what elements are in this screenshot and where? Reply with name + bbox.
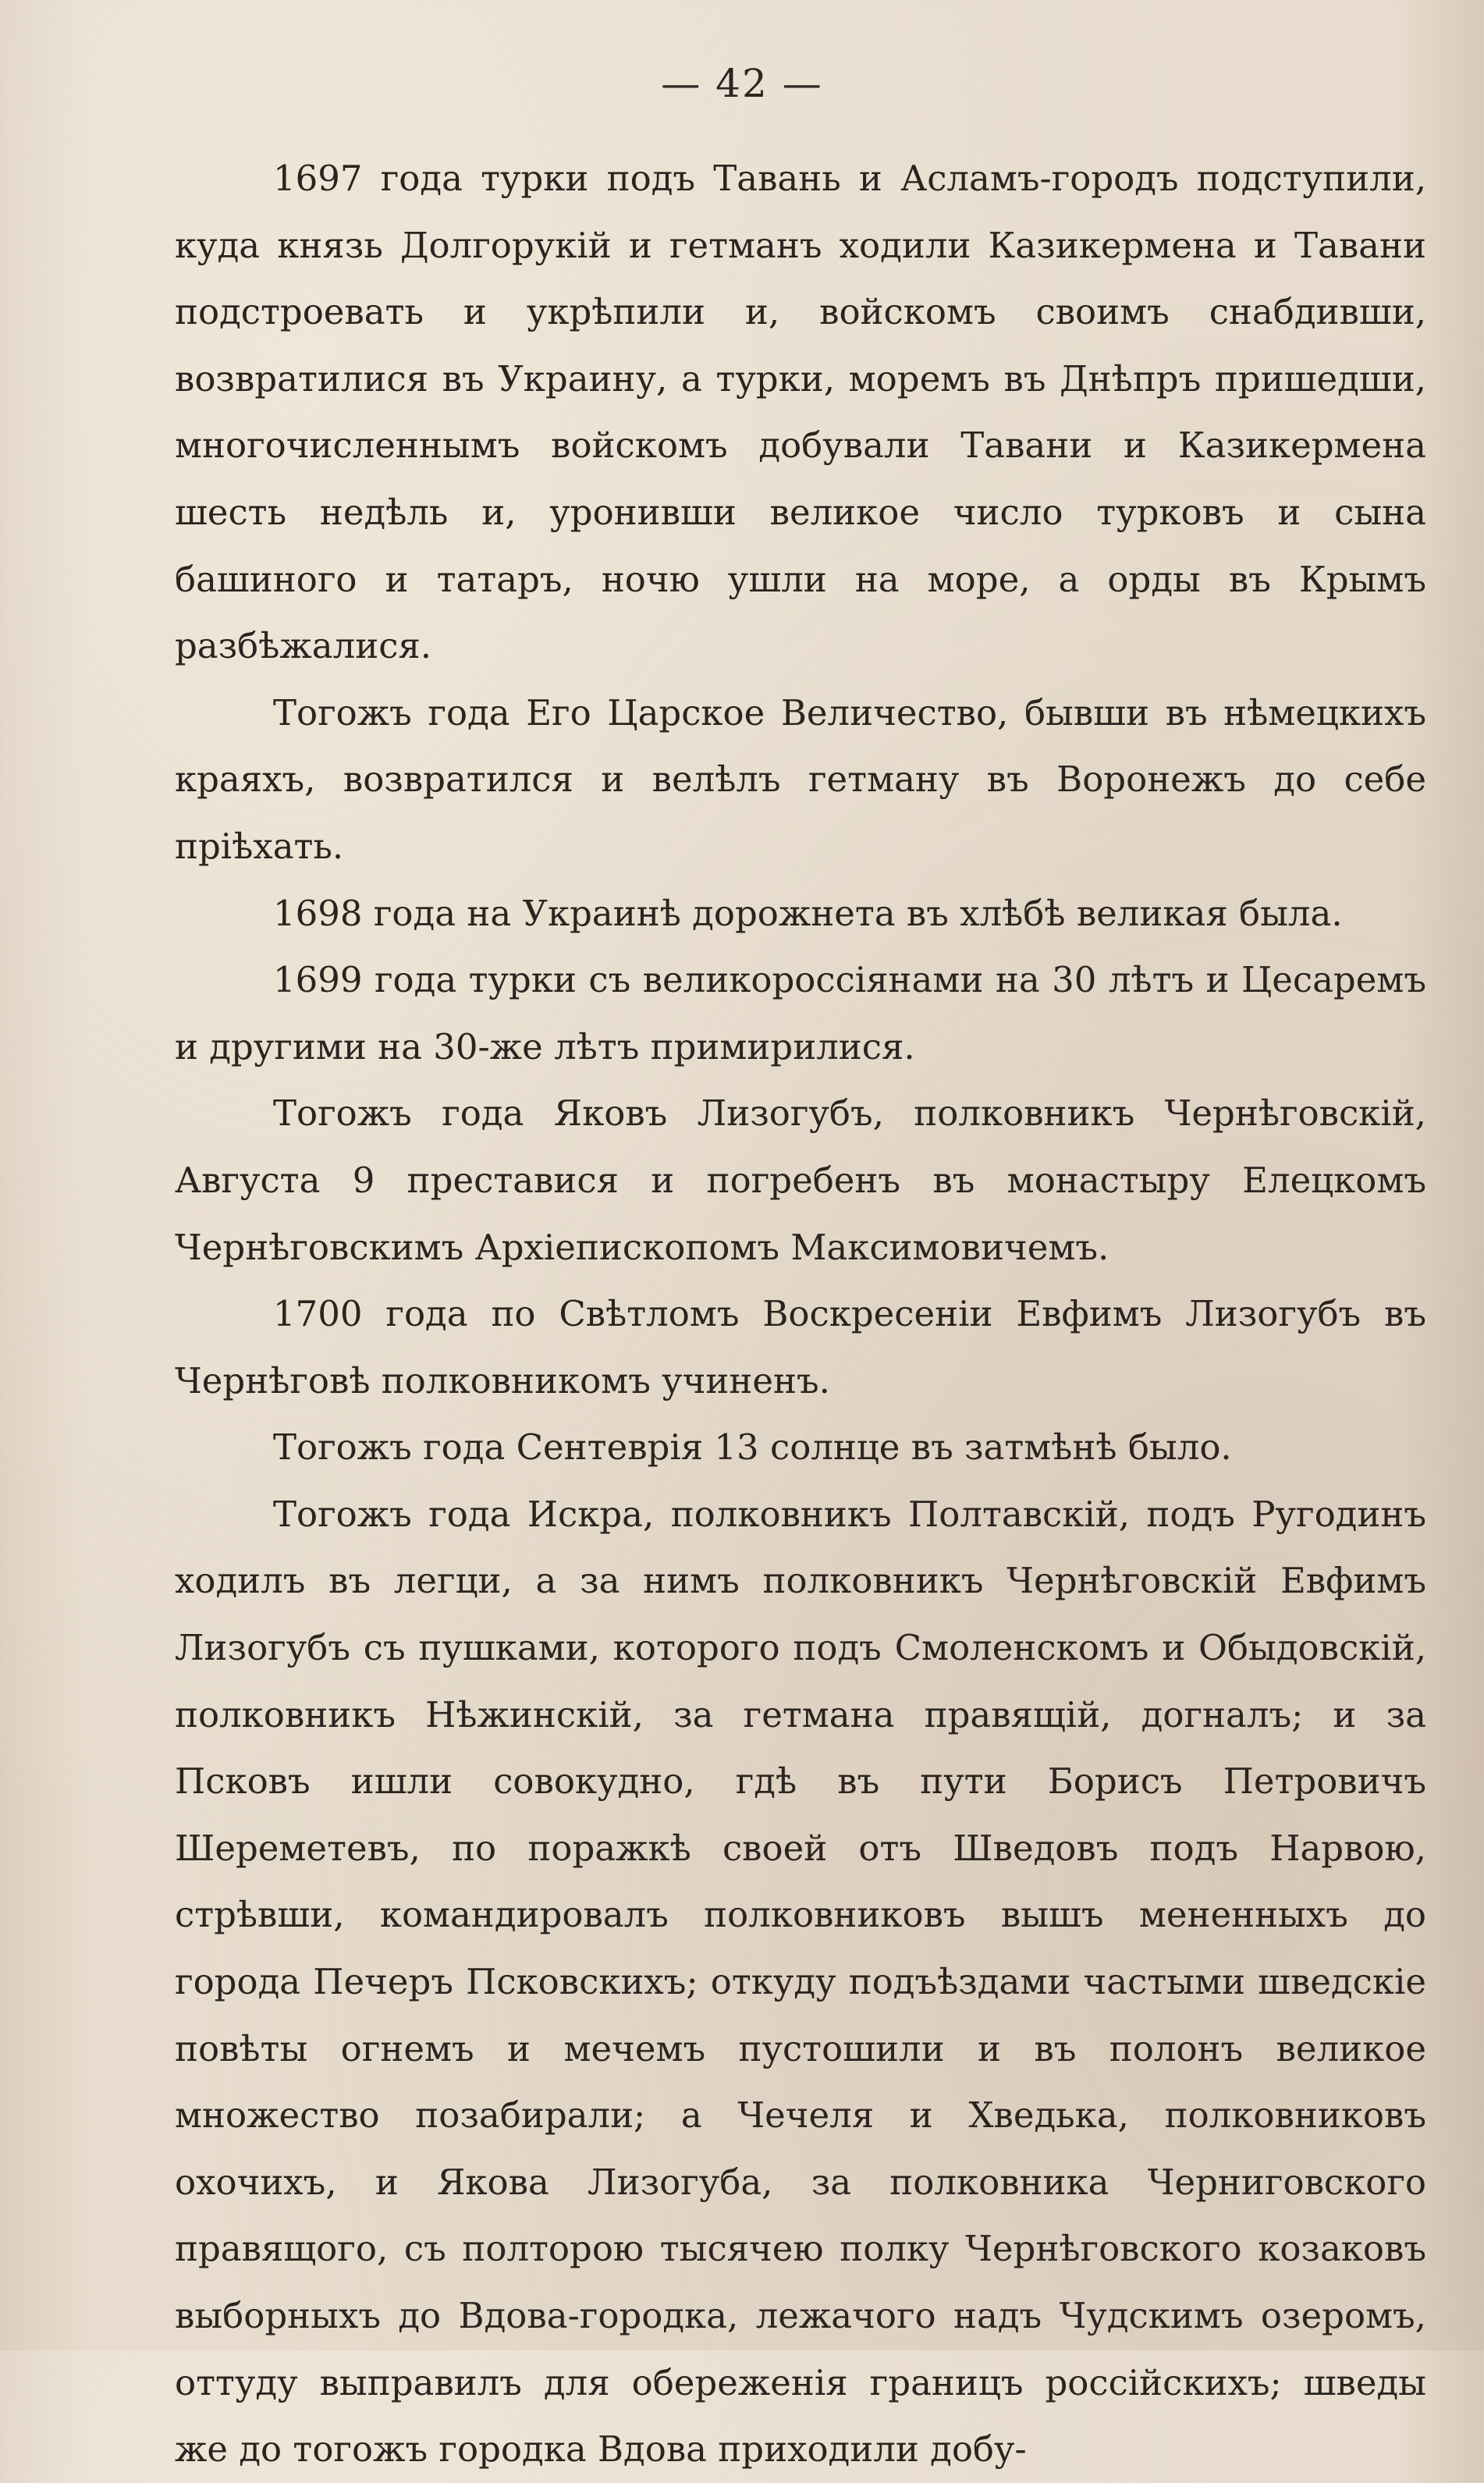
paragraph-1699-peace: 1699 года турки съ великороссіянами на 30 лѣтъ и Цесаремъ и другими на 30-же лѣтъ примирилися. (175, 959, 1426, 1067)
paragraph-solar-eclipse: Тогожъ года Сентеврія 13 солнце въ затмѣнѣ было. (273, 1426, 1232, 1469)
paragraph-1700-appointment: 1700 года по Свѣтломъ Воскресеніи Евфимъ Лизогубъ въ Чернѣговѣ полковникомъ учиненъ. (175, 1293, 1426, 1401)
paragraph-lizogub-death: Тогожъ года Яковъ Лизогубъ, полковникъ Чернѣговскій, Августа 9 преставися и погребенъ въ монастыру Елецкомъ Чернѣговскимъ Архіепископомъ Максимовичемъ. (175, 1092, 1426, 1268)
page-number: — 42 — (661, 61, 823, 106)
paragraph-1697-turks: 1697 года турки подъ Тавань и Асламъ-городъ подступили, куда князь Долгорукій и гетманъ ходили Казикермена и Тавани подстроевать и укрѣпили и, войскомъ своимъ снабдивши, возвратилися въ Украину, а турки, моремъ въ Днѣпръ пришедши, многочисленнымъ войскомъ добували Тавани и Казикермена шесть недѣль и, уронивши великое число турковъ и сына башиного и татаръ, ночю ушли на море, а орды въ Крымъ разбѣжалися. (175, 158, 1426, 667)
paragraph-iskra-campaign: Тогожъ года Искра, полковникъ Полтавскій, подъ Ругодинъ ходилъ въ легци, а за нимъ полковникъ Чернѣговскій Евфимъ Лизогубъ съ пушками, которого подъ Смоленскомъ и Обыдовскій, полковникъ Нѣжинскій, за гетмана правящій, догналъ; и за Псковъ ишли совокудно, гдѣ въ пути Борисъ Петровичъ Шереметевъ, по поражкѣ своей отъ Шведовъ подъ Нарвою, стрѣвши, командировалъ полковниковъ вышъ мененныхъ до города Печеръ Псковскихъ; откуду подъѣздами частыми шведскіе повѣты огнемъ и мечемъ пустошили и въ полонъ великое множество позабирали; а Чечеля и Хведька, полковниковъ охочихъ, и Якова Лизогуба, за полковника Черниговского правящого, съ полторою тысячею полку Чернѣговского козаковъ выборныхъ до Вдова-городка, лежачого надъ Чудскимъ озеромъ, оттуду выправилъ для обереженія границъ россійскихъ; шведы же до тогожъ городка Вдова приходили добу- (175, 1493, 1426, 2471)
paragraph-1698-bread-prices: 1698 года на Украинѣ дорожнета въ хлѣбѣ великая была. (273, 892, 1343, 934)
paragraph-tsar-return: Тогожъ года Его Царское Величество, бывши въ нѣмецкихъ краяхъ, возвратился и велѣлъ гетману въ Воронежъ до себе пріѣхать. (175, 691, 1426, 867)
page-body-text (175, 145, 1426, 2483)
